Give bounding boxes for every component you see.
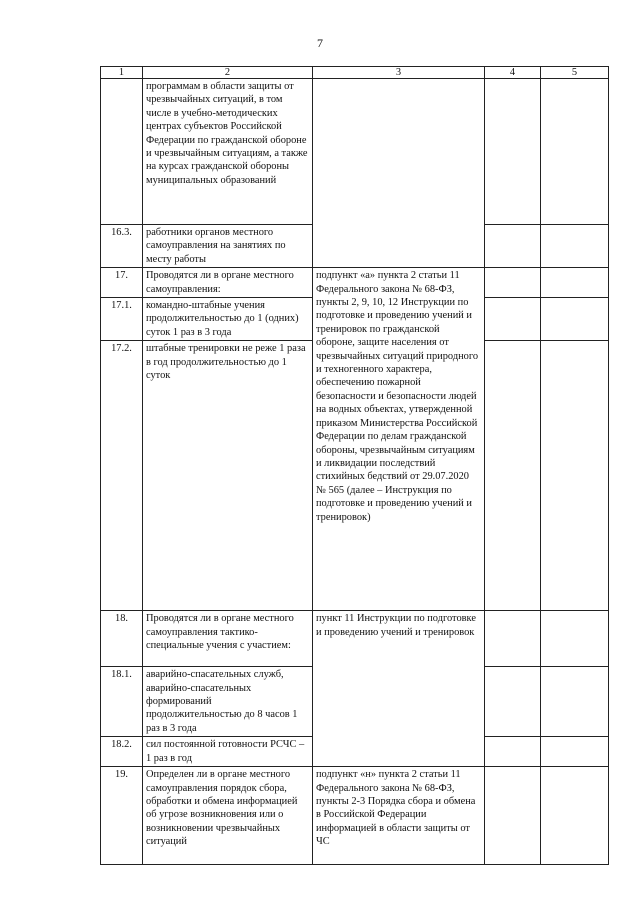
table-row [101,268,609,298]
row-number: 19. [101,767,143,865]
answer-cell[interactable] [485,667,541,737]
table-row [101,767,609,865]
row-basis: подпункт «а» пункта 2 статьи 11 Федерального закона № 68-ФЗ, пункты 2, 9, 10, 12 Инструкции по подготовке и проведению учений и тренировок по гражданской обороне, защите населения от чрезвычайных ситуаций природного и техногенного характера, обеспечению пожарной безопасности и безопасности людей на водных объектах, утвержденной приказом Министерства Российской Федерации по делам гражданской обороны, чрезвычайным ситуациям и ликвидации последствий стихийных бедствий от 29.07.2020 № 565 (далее – Инструкция по подготовке и проведению учений и тренировок) [313,268,485,611]
row-question: Определен ли в органе местного самоуправления порядок сбора, обработки и обмена информацией об угрозе возникновения или о возникновении чрезвычайных ситуаций [143,767,313,865]
checklist-table [100,66,609,865]
row-question: Проводятся ли в органе местного самоуправления: [143,268,313,298]
answer-cell[interactable] [485,268,541,298]
note-cell[interactable] [541,611,609,667]
row-question: командно-штабные учения продолжительностью до 1 (одних) суток 1 раз в 3 года [143,298,313,341]
note-cell[interactable] [541,268,609,298]
header-row [101,67,609,79]
row-basis: подпункт «н» пункта 2 статьи 11 Федерального закона № 68-ФЗ, пункты 2-3 Порядка сбора и обмена в Российской Федерации информацией в области защиты от ЧС [313,767,485,865]
answer-cell[interactable] [485,225,541,268]
note-cell[interactable] [541,225,609,268]
note-cell[interactable] [541,737,609,767]
row-question: Проводятся ли в органе местного самоуправления тактико-специальные учения с участием: [143,611,313,667]
row-number: 18.1. [101,667,143,737]
note-cell[interactable] [541,298,609,341]
page-number: 7 [317,36,323,50]
answer-cell[interactable] [485,737,541,767]
row-basis: пункт 11 Инструкции по подготовке и проведению учений и тренировок [313,611,485,767]
row-number: 17.1. [101,298,143,341]
col-header: 2 [143,67,313,79]
row-question: работники органов местного самоуправления на занятиях по месту работы [143,225,313,268]
table-row [101,79,609,225]
note-cell[interactable] [541,767,609,865]
row-number: 17.2. [101,341,143,611]
row-question: программам в области защиты от чрезвычайных ситуаций, в том числе в учебно-методических центрах субъектов Российской Федерации по гражданской обороне и чрезвычайным ситуациям, а также на курсах гражданской обороны муниципальных образований [143,79,313,225]
row-number: 18. [101,611,143,667]
col-header: 4 [485,67,541,79]
row-basis [313,79,485,268]
note-cell[interactable] [541,667,609,737]
col-header: 3 [313,67,485,79]
answer-cell[interactable] [485,767,541,865]
row-number: 16.3. [101,225,143,268]
answer-cell[interactable] [485,341,541,611]
col-header: 1 [101,67,143,79]
table-row [101,611,609,667]
row-number: 17. [101,268,143,298]
note-cell[interactable] [541,79,609,225]
row-number: 18.2. [101,737,143,767]
col-header: 5 [541,67,609,79]
answer-cell[interactable] [485,79,541,225]
row-question: аварийно-спасательных служб, аварийно-спасательных формирований продолжительностью до 8 часов 1 раз в 3 года [143,667,313,737]
note-cell[interactable] [541,341,609,611]
row-number [101,79,143,225]
row-question: сил постоянной готовности РСЧС – 1 раз в год [143,737,313,767]
row-question: штабные тренировки не реже 1 раза в год продолжительностью до 1 суток [143,341,313,611]
answer-cell[interactable] [485,611,541,667]
answer-cell[interactable] [485,298,541,341]
